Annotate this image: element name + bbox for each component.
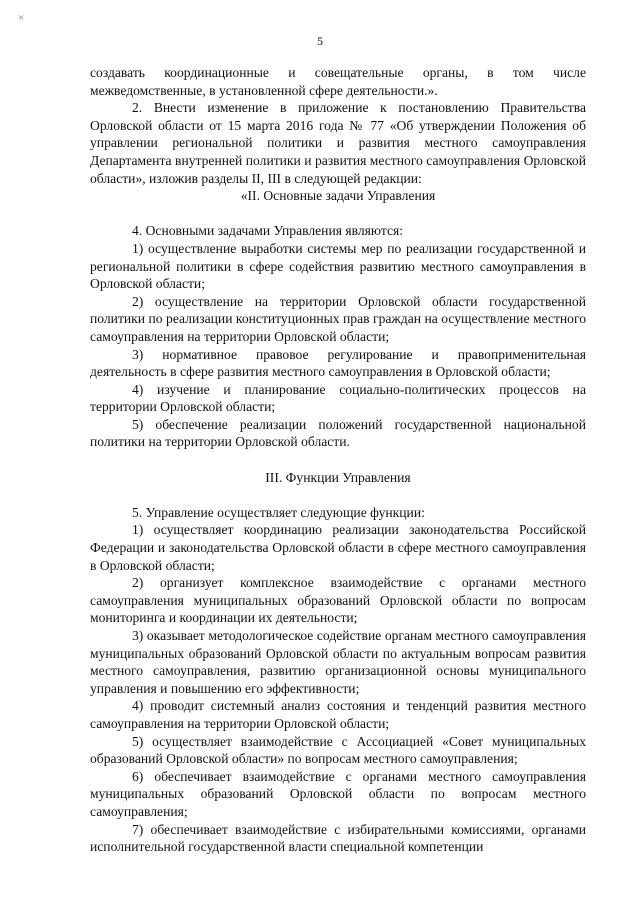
paragraph: 1) осуществление выработки системы мер по реализации государственной и региональной политики в сфере содействия развитию местного самоуправления в Орловской области; <box>90 240 586 292</box>
paragraph: 4) изучение и планирование социально-политических процессов на территории Орловской области; <box>90 381 586 415</box>
paragraph: 6) обеспечивает взаимодействие с органами местного самоуправления муниципальных образований Орловской области по вопросам местного самоуправления; <box>90 768 586 819</box>
corner-mark: × <box>18 12 25 24</box>
paragraph: 4. Основными задачами Управления являются: <box>132 223 404 239</box>
paragraph: 5. Управление осуществляет следующие функции: <box>132 504 425 520</box>
paragraph: 1) осуществляет координацию реализации законодательства Российской Федерации и законодательства Орловской области в сфере местного самоуправления в Орловской области; <box>90 522 586 573</box>
paragraph: 4) проводит системный анализ состояния и тенденций развития местного самоуправления на территории Орловской области; <box>90 698 586 731</box>
paragraph: 3) оказывает методологическое содействие органам местного самоуправления муниципальных образований Орловской области по актуальным вопросам развития местного самоуправления, развитию организационной основы муниципального управления и повышению его эффективности; <box>90 628 586 696</box>
section-heading: III. Функции Управления <box>265 469 411 485</box>
page-number: 5 <box>317 34 323 48</box>
paragraph: 7) обеспечивает взаимодействие с избирательными комиссиями, органами исполнительной государственной власти специальной компетенции <box>90 821 586 855</box>
paragraph-gap <box>90 205 586 223</box>
paragraph: создавать координационные и совещательные органы, в том числе межведомственные, в установленной сфере деятельности.». <box>90 65 586 98</box>
document-body <box>90 64 586 856</box>
section-heading: «II. Основные задачи Управления <box>240 188 436 204</box>
paragraph-gap <box>90 486 586 504</box>
paragraph: 2) организует комплексное взаимодействие с органами местного самоуправления муниципальных образований Орловской области по вопросам мониторинга и координации их деятельности; <box>90 575 586 626</box>
paragraph-gap <box>90 451 586 469</box>
paragraph: 2) осуществление на территории Орловской области государственной политики по реализации конституционных прав граждан на осуществление местного самоуправления на территории Орловской области; <box>90 293 586 344</box>
paragraph: 5) обеспечение реализации положений государственной национальной политики на территории Орловской области. <box>90 416 586 450</box>
paragraph: 5) осуществляет взаимодействие с Ассоциацией «Совет муниципальных образований Орловской области» по вопросам местного самоуправления; <box>90 733 586 767</box>
paragraph: 3) нормативное правовое регулирование и правоприменительная деятельность в сфере развития местного самоуправления в Орловской области; <box>90 346 586 380</box>
paragraph: 2. Внести изменение в приложение к постановлению Правительства Орловской области от 15 марта 2016 года № 77 «Об утверждении Положения об управлении региональной политики и развития местного самоуправления Департамента внутренней политики и развития местного самоуправления Орловской области», изложив разделы II, III в следующей редакции: <box>90 100 586 186</box>
